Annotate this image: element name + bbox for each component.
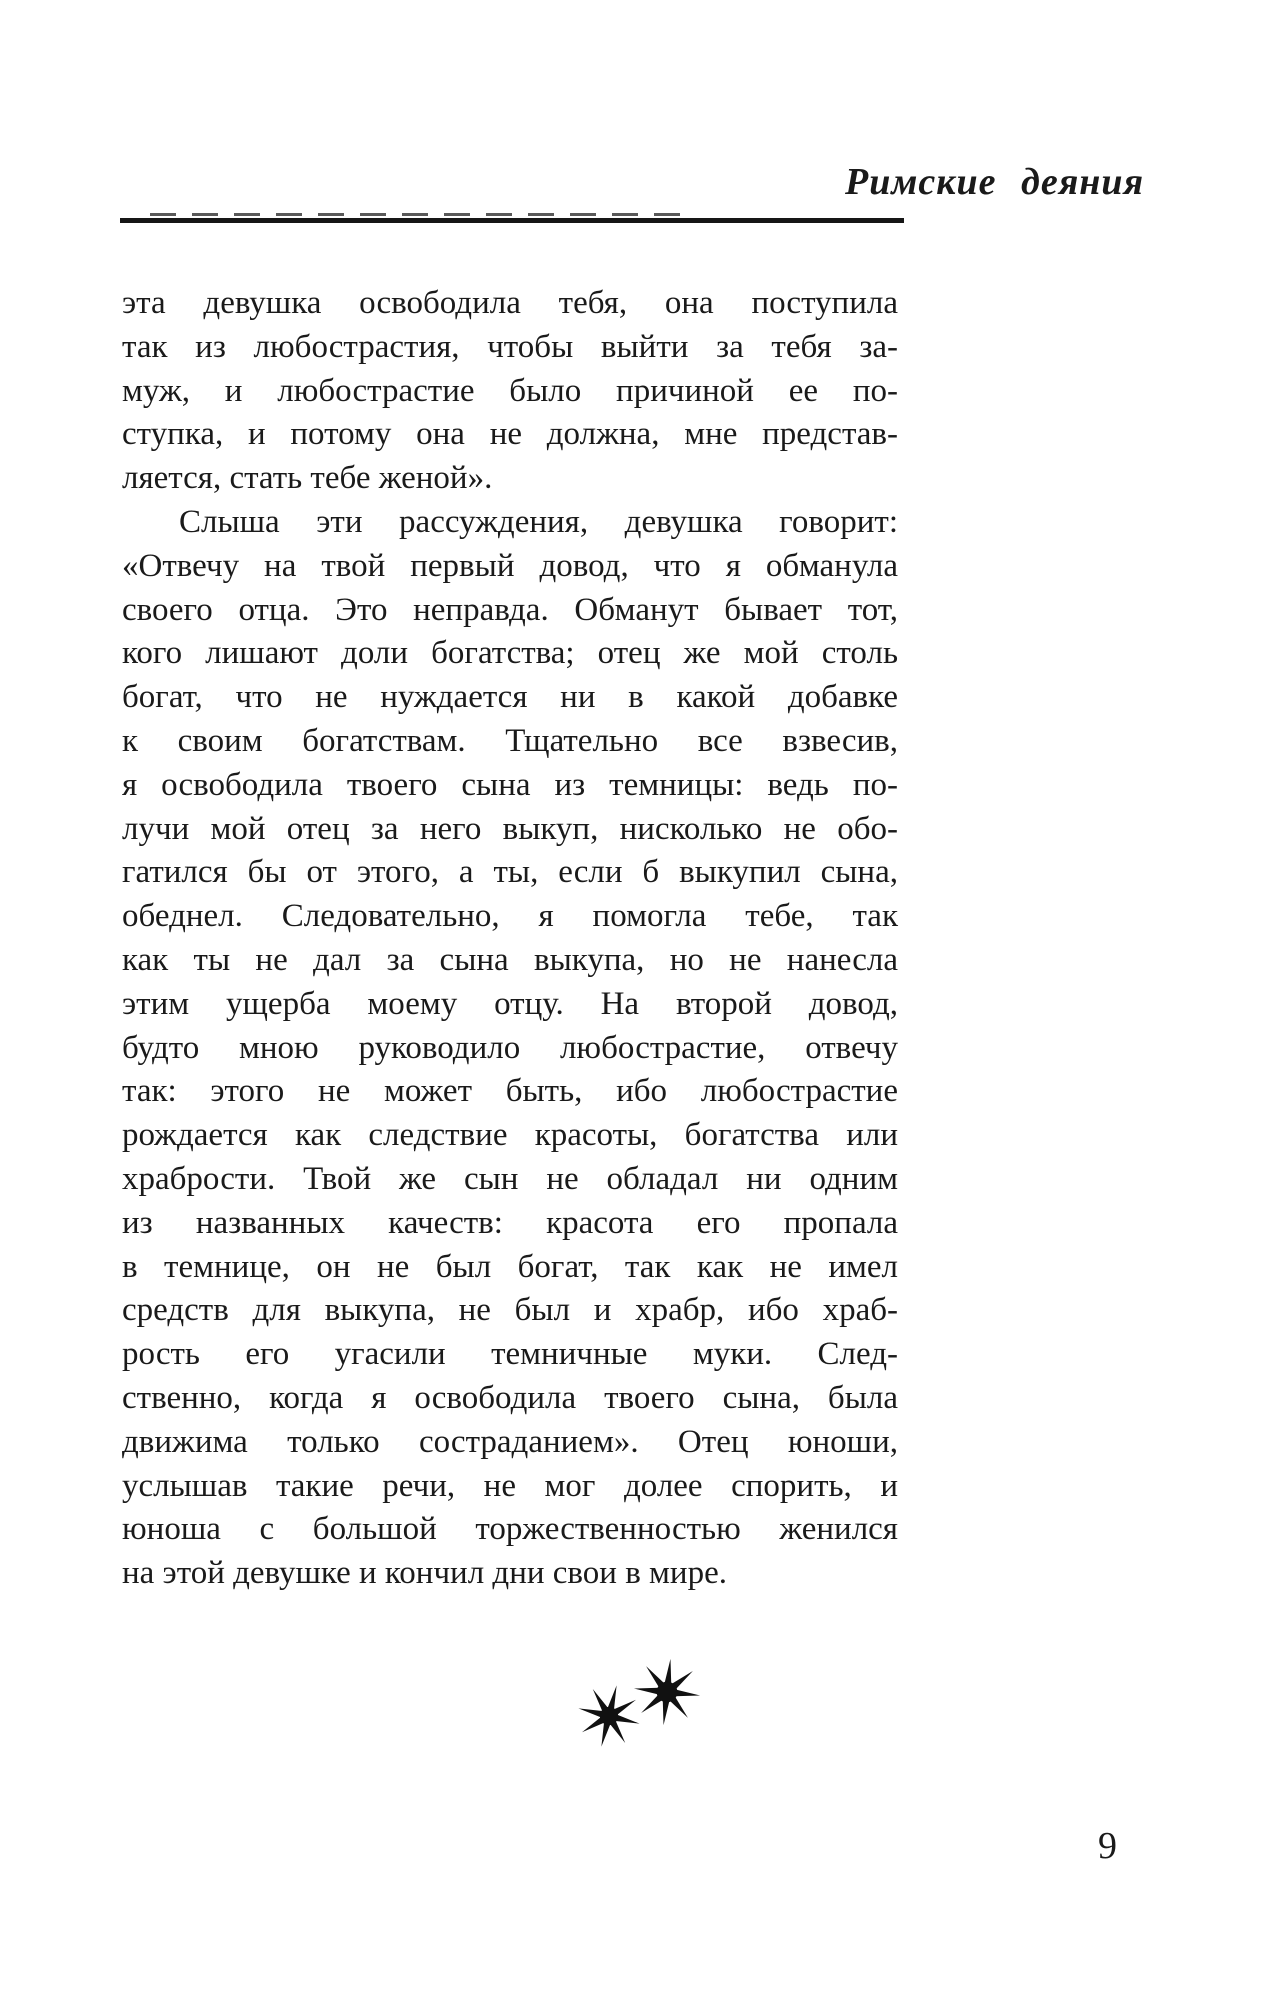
text-line: услышав такие речи, не мог долее спорить, и bbox=[122, 1467, 898, 1504]
text-line: рость его угасили темничные муки. След- bbox=[122, 1336, 898, 1373]
text-line: средств для выкупа, не был и храбр, ибо храб- bbox=[122, 1292, 898, 1329]
text-line: к своим богатствам. Тщательно все взвесив, bbox=[122, 722, 898, 759]
text-line: так: этого не может быть, ибо любострастие bbox=[122, 1073, 898, 1110]
text-line: этим ущерба моему отцу. На второй довод, bbox=[122, 985, 898, 1022]
running-title: Римские деяния bbox=[845, 161, 1145, 203]
text-line: как ты не дал за сына выкупа, но не нанесла bbox=[122, 941, 898, 978]
text-line: ступка, и потому она не должна, мне представ- bbox=[122, 416, 898, 453]
text-line: в темнице, он не был богат, так как не имел bbox=[122, 1248, 898, 1285]
text-line: «Отвечу на твой первый довод, что я обманула bbox=[122, 547, 898, 584]
text-line: ственно, когда я освободила твоего сына, была bbox=[122, 1379, 898, 1416]
text-line: рождается как следствие красоты, богатства или bbox=[122, 1117, 898, 1154]
text-line: будто мною руководило любострастие, отвечу bbox=[122, 1029, 898, 1066]
text-line: юноша с большой торжественностью женился bbox=[122, 1511, 898, 1548]
text-line: ляется, стать тебе женой». bbox=[122, 460, 493, 497]
text-line: обеднел. Следовательно, я помогла тебе, так bbox=[122, 898, 898, 935]
text-line: так из любострастия, чтобы выйти за тебя за- bbox=[122, 328, 898, 365]
text-line: из названных качеств: красота его пропала bbox=[122, 1204, 898, 1241]
text-line: своего отца. Это неправда. Обманут бывает тот, bbox=[122, 591, 898, 628]
text-line: муж, и любострастие было причиной ее по- bbox=[122, 372, 898, 409]
text-line: эта девушка освободила тебя, она поступила bbox=[122, 285, 898, 321]
text-line: лучи мой отец за него выкуп, нисколько не обо- bbox=[122, 810, 898, 847]
text-line: на этой девушке и кончил дни свои в мире. bbox=[122, 1555, 727, 1592]
text-line: Слыша эти рассуждения, девушка говорит: bbox=[179, 503, 898, 540]
text-line: кого лишают доли богатства; отец же мой столь bbox=[122, 635, 898, 672]
text-line: я освободила твоего сына из темницы: ведь по- bbox=[122, 766, 898, 803]
header-rule-noise bbox=[150, 213, 690, 216]
text-line: движима только состраданием». Отец юноши, bbox=[122, 1423, 898, 1460]
two-eight-pointed-stars-icon bbox=[565, 1650, 715, 1760]
text-line: гатился бы от этого, а ты, если б выкупил сына, bbox=[122, 854, 898, 891]
text-line: храбрости. Твой же сын не обладал ни одним bbox=[122, 1160, 898, 1197]
text-line: богат, что не нуждается ни в какой добавке bbox=[122, 679, 898, 716]
body-text bbox=[122, 282, 898, 1596]
page-number: 9 bbox=[1098, 1825, 1117, 1867]
header-rule bbox=[120, 218, 904, 223]
